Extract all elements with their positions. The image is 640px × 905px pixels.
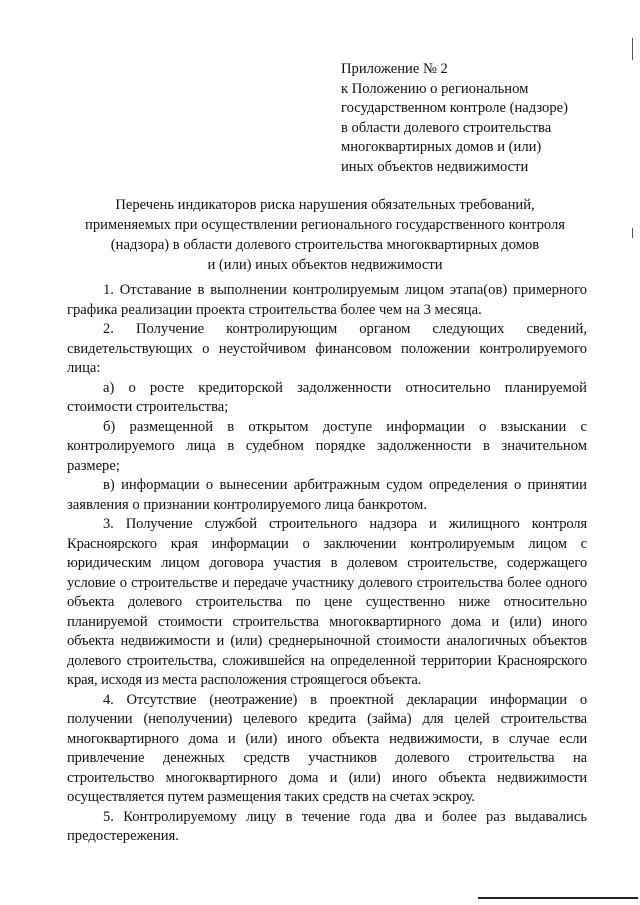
title-line: Перечень индикаторов риска нарушения обязательных требований, (115, 197, 535, 213)
list-item-2: 2. Получение контролирующим органом следующих сведений, свидетельствующих о неустойчивом финансовом положении контролируемого лица: (67, 321, 587, 376)
scan-edge-mark (632, 228, 633, 238)
list-item-4: 4. Отсутствие (неотражение) в проектной декларации информации о получении (неполучении) целевого кредита (займа) для целей строительства многоквартирного дома и (или) иного объекта недвижимости, в случае если привлечение денежных средств участников долевого строительства на строительство многоквартирного дома и (или) иного объекта недвижимости осуществляется путем размещения таких средств на счетах эскроу. (67, 691, 587, 805)
document-title (60, 195, 590, 275)
list-item-3: 3. Получение службой строительного надзора и жилищного контроля Красноярского края информации о заключении контролируемым лицом с юридическим лицом договора участия в долевом строительстве, содержащего условие о строительстве и передаче участнику долевого строительства более одного объекта долевого строительства по цене существенно ниже относительно планируемой стоимости строительства многоквартирного дома и (или) иного объекта недвижимости и (или) среднерыночной стоимости аналогичных объектов долевого строительства, сложившейся на определенной территории Красноярского края, исходя из места расположения строящегося объекта. (67, 516, 587, 688)
list-subitem-b: б) размещенной в открытом доступе информации о взыскании с контролируемого лица в судебном порядке задолженности в значительном размере; (67, 418, 587, 474)
list-item-5: 5. Контролируемому лицу в течение года два и более раз выдавались предостережения. (67, 808, 587, 844)
list-subitem-c: в) информации о вынесении арбитражным судом определения о принятии заявления о признании контролируемого лица банкротом. (67, 477, 587, 513)
appendix-line: в области долевого строительства (341, 119, 552, 136)
appendix-header (341, 60, 611, 177)
appendix-line: государственном контроле (надзоре) (341, 100, 568, 116)
title-line: (надзора) в области долевого строительства многоквартирных домов (110, 237, 540, 253)
appendix-line: иных объектов недвижимости (341, 158, 529, 175)
title-line: применяемых при осуществлении регионального государственного контроля (85, 217, 565, 233)
list-subitem-a: а) о росте кредиторской задолженности относительно планируемой стоимости строительства; (67, 379, 587, 415)
scan-bottom-line (478, 897, 638, 899)
appendix-line: к Положению о региональном (341, 80, 529, 97)
scan-edge-mark (632, 38, 633, 60)
appendix-line: многоквартирных домов и (или) (341, 139, 542, 155)
title-line: и (или) иных объектов недвижимости (207, 257, 443, 273)
document-body (67, 281, 587, 847)
list-item-1: 1. Отставание в выполнении контролируемым лицом этапа(ов) примерного графика реализации проекта строительства более чем на 3 месяца. (67, 282, 587, 318)
appendix-line: Приложение № 2 (341, 61, 448, 77)
